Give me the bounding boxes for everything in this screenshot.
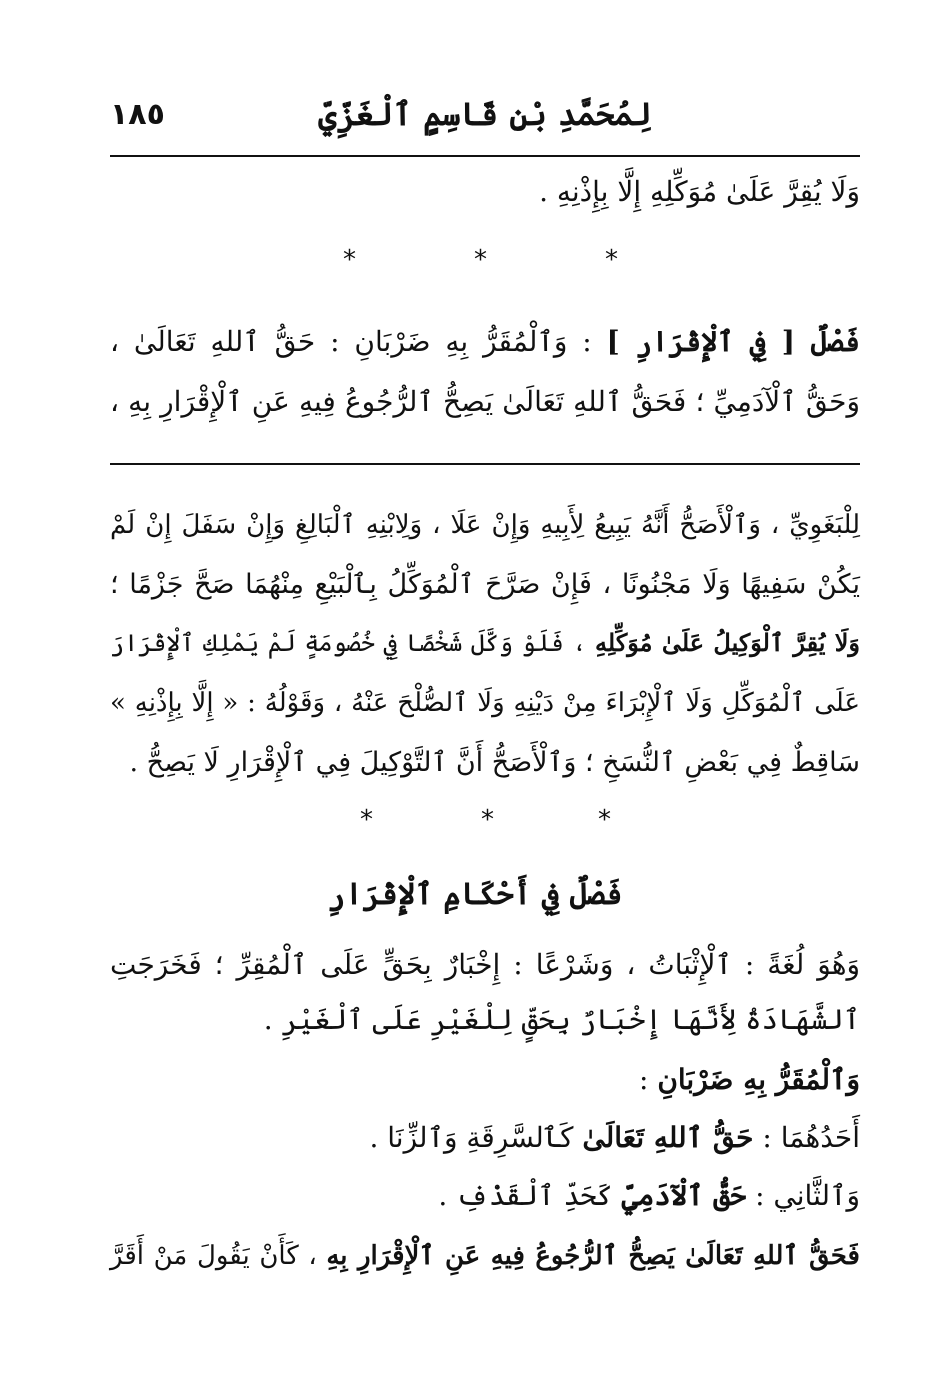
page-number: ١٨٥ [110,97,165,132]
second-label: وَٱلثَّانِي : [746,1179,860,1212]
sharh-line-1: لِلْبَغَوِيِّ ، وَٱلْأَصَحُّ أَنَّهُ يَبِيعُ لِأَبِيهِ وَإِنْ عَلَا ، وَلِابْنِهِ ٱلْبَالِغِ وَإِنْ سَفَلَ إِنْ لَمْ [110,510,860,540]
second-type-example: كَحَدِّ ٱلْقَذْفِ . [438,1179,622,1212]
page-header [110,95,860,145]
first-type-example: كَٱلسَّرِقَةِ وَٱلزِّنَا . [369,1121,583,1154]
types-line [110,1060,860,1100]
types-colon: : [638,1063,658,1096]
star-3: * [605,245,618,275]
second-type-line [110,1176,860,1216]
sharh-line-5: سَاقِطٌ فِي بَعْضِ ٱلنُّسَخِ ؛ وَٱلْأَصَحُّ أَنَّ ٱلتَّوْكِيلَ فِي ٱلْإِقْرَارِ لَا يَصِحُّ . [129,747,860,778]
first-label: أَحَدُهُمَا : [753,1121,860,1154]
sharh-separator-stars [0,805,950,835]
matn-line-1: وَلَا يُقِرَّ عَلَىٰ مُوَكِّلِهِ إِلَّا بِإِذْنِهِ . [539,175,860,208]
star-5: * [481,805,494,835]
second-type-bold: حَقُّ ٱلْآدَمِيِّ [621,1179,747,1212]
fasl-heading: فَصْلٌ [ فِي ٱلْإِقْرَارِ ] [606,325,860,358]
first-type-bold: حَقُّ ٱللهِ تَعَالَىٰ [582,1121,754,1154]
quoted-matn-bold: وَلَا يُقِرَّ ٱلْوَكِيلُ عَلَىٰ مُوَكِّلِهِ [595,628,860,657]
definition-line-2: ٱلشَّهَادَةُ لِأَنَّهَا إِخْبَارٌ بِحَقٍّ لِلْغَيْرِ عَلَى ٱلْغَيْرِ . [263,1003,860,1036]
sharh-line-3-text: ، فَلَوْ وَكَّلَ شَخْصًا فِي خُصُومَةٍ لَمْ يَمْلِكِ ٱلْإِقْرَارَ [110,629,596,657]
definition-line-1: وَهُوَ لُغَةً : ٱلْإِثْبَاتُ ، وَشَرْعًا : إِخْبَارٌ بِحَقٍّ عَلَى ٱلْمُقِرِّ ؛ فَخَرَجَتِ [110,948,860,981]
star-6: * [598,805,611,835]
running-title: لِمُحَمَّدِ بْنِ قَاسِمٍ ٱلْغَزِّيِّ [318,95,652,133]
matn-sharh-divider [110,463,860,465]
star-1: * [343,245,356,275]
star-2: * [474,245,487,275]
matn-line-3: وَحَقُّ ٱلْآدَمِيِّ ؛ فَحَقُّ ٱللهِ تَعَالَىٰ يَصِحُّ ٱلرُّجُوعُ فِيهِ عَنِ ٱلْإِقْرَارِ بِهِ ، [110,385,860,418]
types-bold: وَٱلْمُقَرُّ بِهِ ضَرْبَانِ [657,1063,860,1096]
matn-separator-stars [0,245,950,275]
last-line-bold: فَحَقُّ ٱللهِ تَعَالَىٰ يَصِحُّ ٱلرُّجُوعُ فِيهِ عَنِ ٱلْإِقْرَارِ بِهِ [326,1241,860,1271]
last-line [110,1236,860,1276]
sharh-line-3 [110,623,860,663]
first-type-line [110,1118,860,1158]
last-line-text: ، كَأَنْ يَقُولَ مَنْ أَقَرَّ [110,1241,327,1271]
sharh-line-4: عَلَى ٱلْمُوَكِّلِ وَلَا ٱلْإِبْرَاءَ مِنْ دَيْنِهِ وَلَا ٱلصُّلْحَ عَنْهُ ، وَقَوْلُهُ : « إِلَّا بِإِذْنِهِ » [110,688,860,718]
matn-line-2 [110,322,860,362]
section-title: فَصْلٌ فِي أَحْكَامِ ٱلْإِقْرَارِ [327,877,623,912]
matn-line-2-text: : وَٱلْمُقَرُّ بِهِ ضَرْبَانِ : حَقُّ ٱللهِ تَعَالَىٰ ، [110,325,607,358]
star-4: * [360,805,373,835]
header-rule [110,155,860,157]
sharh-line-2: يَكُنْ سَفِيهًا وَلَا مَجْنُونًا ، فَإِنْ صَرَّحَ ٱلْمُوَكِّلُ بِٱلْبَيْعِ مِنْهُمَا صَحَّ جَزْمًا ؛ [110,569,860,600]
